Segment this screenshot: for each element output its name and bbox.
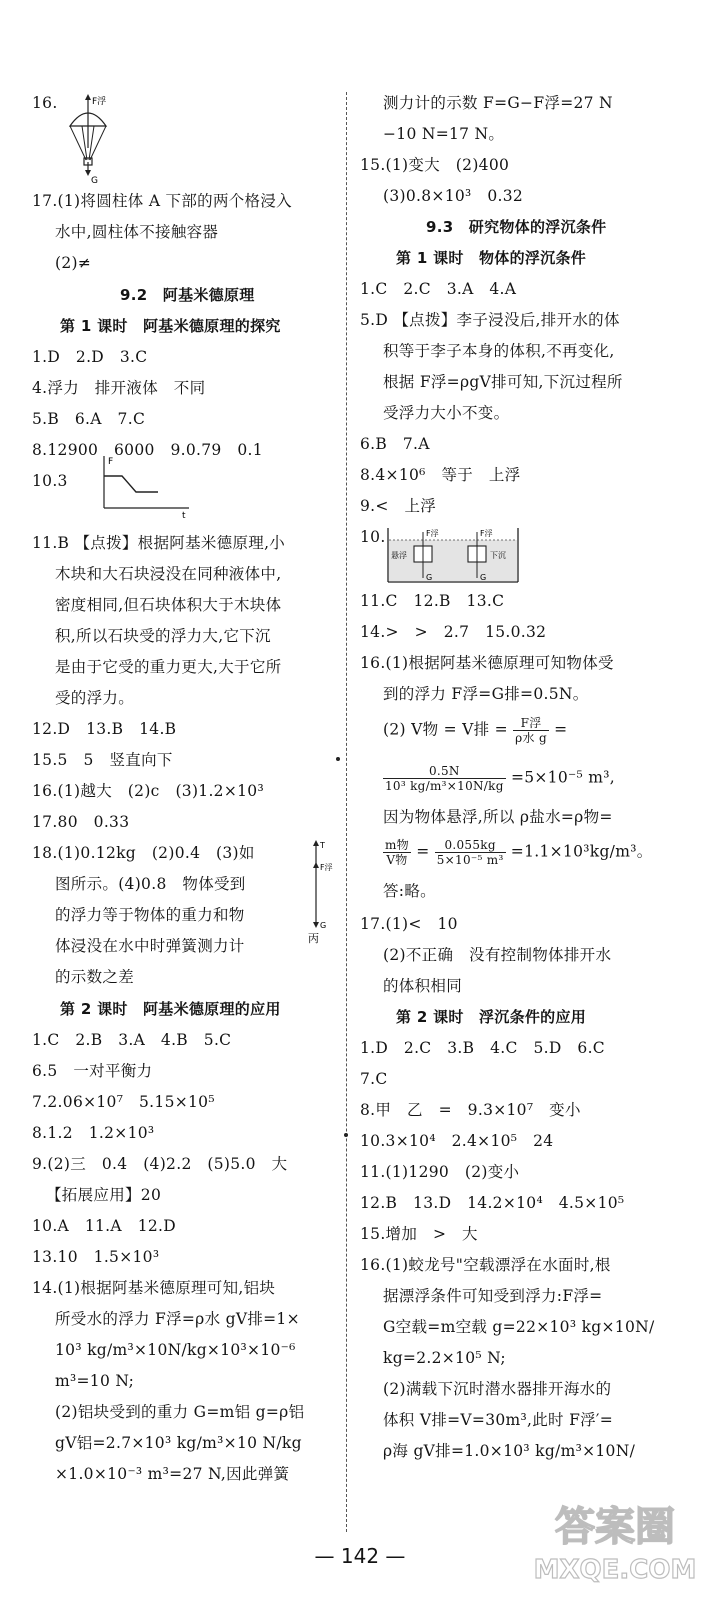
answer-line: 16.(1)越大 (2)c (3)1.2×10³ xyxy=(32,782,264,800)
answer-16-line2: 到的浮力 F浮=G排=0.5N。 xyxy=(383,685,589,703)
buoyancy-label: F浮 xyxy=(92,97,107,107)
watermark-url: MXQE.COM xyxy=(533,1555,697,1585)
continued-line1: 测力计的示数 F=G−F浮=27 N xyxy=(383,94,613,112)
force-diagram-bing xyxy=(308,836,336,946)
answer-line: 15.(1)变大 (2)400 xyxy=(360,156,510,174)
answer-16-line5: 因为物体悬浮,所以 ρ盐水=ρ物= xyxy=(383,808,613,826)
answer-18-line2: 图所示。(4)0.8 物体受到 xyxy=(55,875,246,893)
answer-line: 9.(2)三 0.4 (4)2.2 (5)5.0 大 xyxy=(32,1155,288,1173)
answer-line: 8.12900 6000 9.0.79 0.1 xyxy=(32,441,263,459)
lesson-heading-2: 第 2 课时 阿基米德原理的应用 xyxy=(60,1000,281,1018)
answer-14-line4: m³=10 N; xyxy=(55,1372,135,1390)
answer-18-line1: 18.(1)0.12kg (2)0.4 (3)如 xyxy=(32,844,255,862)
margin-dot xyxy=(344,1133,348,1137)
answer-line: 4.浮力 排开液体 不同 xyxy=(32,379,206,397)
gravity-label-1: G xyxy=(426,573,433,582)
lesson-heading-2: 第 2 课时 浮沉条件的应用 xyxy=(396,1008,587,1026)
answer-line: 8.甲 乙 = 9.3×10⁷ 变小 xyxy=(360,1101,581,1119)
answer-line: 12.D 13.B 14.B xyxy=(32,720,177,738)
tension-label: T xyxy=(320,841,325,850)
answer-5-line3: 根据 F浮=ρgV排可知,下沉过程所 xyxy=(383,373,623,391)
answer-17-line1: 17.(1)< 10 xyxy=(360,915,458,933)
answer-line: 1.D 2.C 3.B 4.C 5.D 6.C xyxy=(360,1039,605,1057)
answer-line: 15.5 5 竖直向下 xyxy=(32,751,173,769)
float-sink-diagram xyxy=(386,526,522,588)
gravity-label: G xyxy=(320,921,327,930)
section-heading-9-2: 9.2 阿基米德原理 xyxy=(120,286,255,304)
answer-5-line1: 5.D 【点拨】李子浸没后,排开水的体 xyxy=(360,311,620,329)
answer-line: 10.3×10⁴ 2.4×10⁵ 24 xyxy=(360,1132,554,1150)
answer-18-line4: 体浸没在水中时弹簧测力计 xyxy=(55,937,245,955)
answer-11-line4: 积,所以石块受的浮力大,它下沉 xyxy=(55,627,271,645)
answer-16-line6: 体积 V排=V=30m³,此时 F浮′= xyxy=(383,1411,614,1429)
fraction-buoyancy-over-rho-g: $\frac{\text{F浮}}{\text{ρ水 g}}$ xyxy=(515,716,547,745)
graph-curve xyxy=(104,476,158,492)
answer-5-line4: 受浮力大小不变。 xyxy=(383,404,510,422)
force-time-graph xyxy=(94,452,194,518)
answer-18-line5: 的示数之差 xyxy=(55,968,135,986)
fraction-mass-over-volume: $\frac{\text{m物}}{\text{V物}}$ xyxy=(385,838,409,867)
answer-14-line7: ×1.0×10⁻³ m³=27 N,因此弹簧 xyxy=(55,1465,290,1483)
answer-line: 14.> > 2.7 15.0.32 xyxy=(360,623,547,641)
answer-line: (3)0.8×10³ 0.32 xyxy=(383,187,524,205)
answer-line: 11.(1)1290 (2)变小 xyxy=(360,1163,520,1181)
answer-line: 8.1.2 1.2×10³ xyxy=(32,1124,155,1142)
buoyancy-label-2: F浮 xyxy=(480,529,493,538)
answer-16-line2: 据漂浮条件可知受到浮力:F浮= xyxy=(383,1287,603,1305)
extension-answer: 【拓展应用】20 xyxy=(46,1186,162,1204)
answer-line: 6.5 一对平衡力 xyxy=(32,1062,153,1080)
answer-17-line2: (2)不正确 没有控制物体排开水 xyxy=(383,946,612,964)
answer-14-line3: 10³ kg/m³×10N/kg×10³×10⁻⁶ xyxy=(55,1341,296,1359)
gravity-label-2: G xyxy=(480,573,487,582)
answer-line: 1.D 2.D 3.C xyxy=(32,348,148,366)
answer-5-line2: 积等于李子本身的体积,不再变化, xyxy=(383,342,615,360)
answer-line: 8.4×10⁶ 等于 上浮 xyxy=(360,466,521,484)
lesson-heading-1: 第 1 课时 阿基米德原理的探究 xyxy=(60,317,281,335)
answer-16-line5: (2)满载下沉时潜水器排开海水的 xyxy=(383,1380,612,1398)
answer-line: 15.增加 > 大 xyxy=(360,1225,478,1243)
answer-line: 9.< 上浮 xyxy=(360,497,437,515)
answer-10-label: 10. xyxy=(360,528,386,546)
buoyancy-label: F浮 xyxy=(320,863,333,872)
answer-11-line2: 木块和大石块浸没在同种液体中, xyxy=(55,565,282,583)
answer-16-line3: G空载=m空载 g=22×10³ kg×10N/ xyxy=(383,1318,655,1336)
figure-label: 丙 xyxy=(308,932,319,945)
fraction-numeric: $\frac{0.5N}{\text{10³ kg/m³×10N/kg}}$ xyxy=(385,764,504,793)
continued-line2: −10 N=17 N。 xyxy=(383,125,505,143)
answer-16-volume-result: $\frac{0.5N}{\text{10³ kg/m³×10N/kg}}$ =5×10⁻⁵ m³, xyxy=(385,764,615,793)
section-heading-9-3: 9.3 研究物体的浮沉条件 xyxy=(426,218,607,236)
lesson-heading-1: 第 1 课时 物体的浮沉条件 xyxy=(396,249,587,267)
answer-14-line1: 14.(1)根据阿基米德原理可知,铝块 xyxy=(32,1279,276,1297)
parachute-diagram xyxy=(66,88,126,188)
answer-line: 7.2.06×10⁷ 5.15×10⁵ xyxy=(32,1093,215,1111)
margin-dot xyxy=(336,757,340,761)
answer-line: 10.A 11.A 12.D xyxy=(32,1217,176,1235)
answer-14-line2: 所受水的浮力 F浮=ρ水 gV排=1× xyxy=(55,1310,300,1328)
page-number: — 142 — xyxy=(314,1544,406,1568)
answer-16-line4: kg=2.2×10⁵ N; xyxy=(383,1349,506,1367)
answer-16-line1: 16.(1)根据阿基米德原理可知物体受 xyxy=(360,654,614,672)
answer-16: 16. xyxy=(32,94,58,112)
buoyancy-label-1: F浮 xyxy=(426,529,439,538)
answer-16-line1: 16.(1)蛟龙号"空载漂浮在水面时,根 xyxy=(360,1256,611,1274)
answer-17-line1: 17.(1)将圆柱体 A 下部的两个格浸入 xyxy=(32,192,292,210)
answer-line: 1.C 2.C 3.A 4.A xyxy=(360,280,517,298)
answer-line: 6.B 7.A xyxy=(360,435,430,453)
sink-label: 下沉 xyxy=(490,551,506,560)
answer-11-line1: 11.B 【点拨】根据阿基米德原理,小 xyxy=(32,534,286,552)
answer-17-line3: 的体积相同 xyxy=(383,977,463,995)
answer-14-line5: (2)铝块受到的重力 G=m铝 g=ρ铝 xyxy=(55,1403,305,1421)
graph-x-label: t xyxy=(182,511,186,518)
answer-line: 7.C xyxy=(360,1070,388,1088)
answer-17-line2: 水中,圆柱体不接触容器 xyxy=(55,223,219,241)
gravity-label: G xyxy=(91,176,98,186)
answer-10-label: 10.3 xyxy=(32,472,68,490)
answer-line: 12.B 13.D 14.2×10⁴ 4.5×10⁵ xyxy=(360,1194,625,1212)
answer-line: 13.10 1.5×10³ xyxy=(32,1248,160,1266)
answer-line: 5.B 6.A 7.C xyxy=(32,410,146,428)
answer-16-line7: ρ海 gV排=1.0×10³ kg/m³×10N/ xyxy=(383,1442,636,1460)
answer-line: 17.80 0.33 xyxy=(32,813,130,831)
answer-14-line6: gV铝=2.7×10³ kg/m³×10 N/kg xyxy=(55,1434,302,1452)
answer-16-density-formula: $\frac{\text{m物}}{\text{V物}}$ = $\frac{0.055kg}{\text{5×10⁻⁵ m³}}$ =1.1×10³kg/m³。 xyxy=(385,838,653,867)
answer-11-line5: 是由于它受的重力更大,大于它所 xyxy=(55,658,282,676)
watermark-logo xyxy=(520,1490,710,1590)
answer-line: 11.C 12.B 13.C xyxy=(360,592,505,610)
answer-17-line3: (2)≠ xyxy=(55,254,92,272)
watermark-title: 答案圈 xyxy=(555,1504,675,1550)
answer-11-line6: 受的浮力。 xyxy=(55,689,135,707)
answer-16-volume-formula: (2) V物 = V排 = $\frac{\text{F浮}}{\text{ρ水 g}}$ = xyxy=(383,716,568,745)
column-divider xyxy=(346,92,347,1532)
answer-18-line3: 的浮力等于物体的重力和物 xyxy=(55,906,245,924)
answer-line: 1.C 2.B 3.A 4.B 5.C xyxy=(32,1031,232,1049)
answer-11-line3: 密度相同,但石块体积大于木块体 xyxy=(55,596,282,614)
suspend-label: 悬浮 xyxy=(391,551,407,560)
graph-y-label: F xyxy=(108,457,114,467)
fraction-numeric-density: $\frac{0.055kg}{\text{5×10⁻⁵ m³}}$ xyxy=(436,838,504,867)
answer-16-conclusion: 答:略。 xyxy=(383,882,436,900)
